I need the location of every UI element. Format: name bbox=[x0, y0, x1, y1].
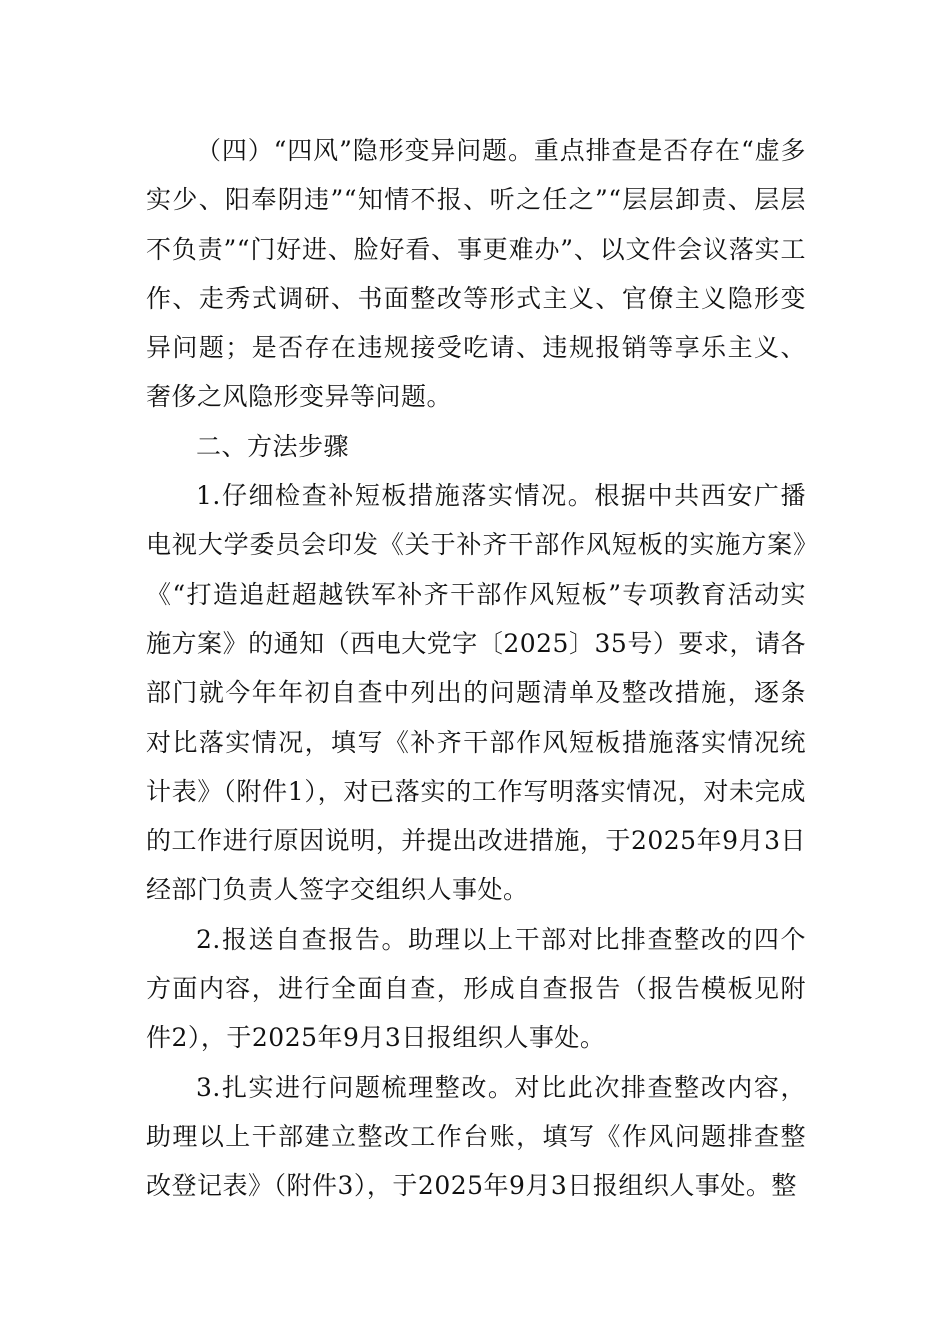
document-page bbox=[146, 126, 806, 1211]
section-heading-methods: 二、方法步骤 bbox=[196, 431, 350, 461]
paragraph-step-3: 3.扎实进行问题梳理整改。对比此次排查整改内容，助理以上干部建立整改工作台账，填写《作风问题排查整改登记表》（附件3），于2025年9月3日报组织人事处。整 bbox=[146, 1072, 806, 1201]
paragraph-four-winds: （四）“四风”隐形变异问题。重点排查是否存在“虚多实少、阳奉阴违”“知情不报、听之任之”“层层卸责、层层不负责”“门好进、脸好看、事更难办”、以文件会议落实工作、走秀式调研、书面整改等形式主义、官僚主义隐形变异问题；是否存在违规接受吃请、违规报销等享乐主义、奢侈之风隐形变异等问题。 bbox=[146, 136, 806, 412]
paragraph-step-2: 2.报送自查报告。助理以上干部对比排查整改的四个方面内容，进行全面自查，形成自查报告（报告模板见附件2），于2025年9月3日报组织人事处。 bbox=[146, 924, 806, 1053]
paragraph-step-1: 1.仔细检查补短板措施落实情况。根据中共西安广播电视大学委员会印发《关于补齐干部作风短板的实施方案》《“打造追赶超越铁军补齐干部作风短板”专项教育活动实施方案》的通知（西电大党字〔2025〕35号）要求，请各部门就今年年初自查中列出的问题清单及整改措施，逐条对比落实情况，填写《补齐干部作风短板措施落实情况统计表》（附件1），对已落实的工作写明落实情况，对未完成的工作进行原因说明，并提出改进措施，于2025年9月3日经部门负责人签字交组织人事处。 bbox=[146, 481, 806, 905]
